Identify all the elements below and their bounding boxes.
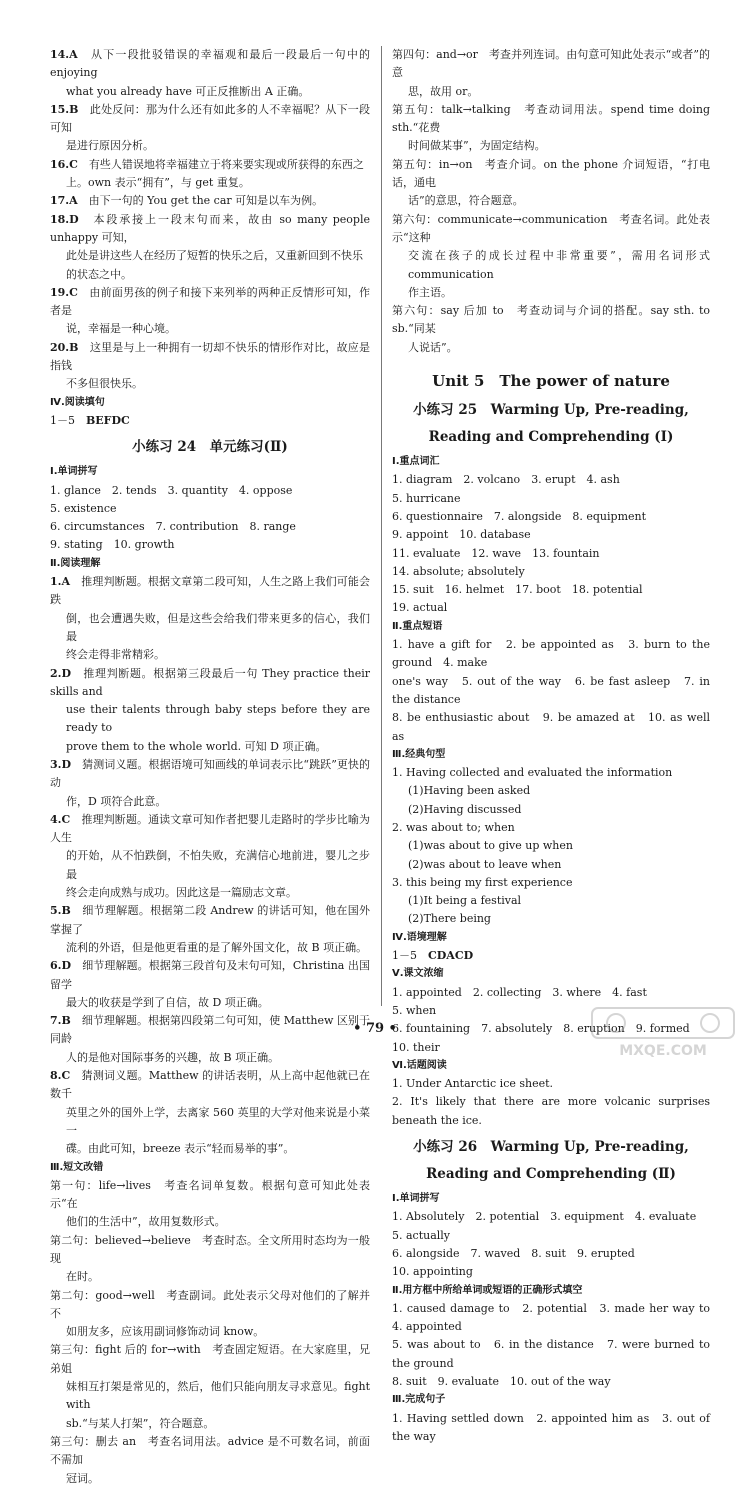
answer-text: 的开始，从不怕跌倒，不怕失败，充满信心地前进，婴儿之步最 [66,849,370,881]
answer-text: 最大的收获是学到了自信，故 D 项正确。 [66,995,269,1009]
answer-text: 猜测词义题。Matthew 的讲话表明，从上高中起他就已在数千 [50,1069,371,1101]
exercise-title: 小练习 26 Warming Up, Pre-reading, Reading and Comprehending (Ⅱ) [413,1139,689,1183]
pattern-line: (2)Having discussed [408,802,522,816]
answer-line: 1－5 CDACD [392,949,474,963]
answer-label: 8.C [50,1069,71,1083]
answer-line [50,156,370,174]
answer-line [50,1232,370,1269]
answer-line [392,339,710,357]
answers-14-20 [50,46,370,394]
answer-text: 的状态之中。 [66,267,132,281]
answer-item: 12. wave [471,546,522,560]
answer-item: 1. diagram [392,473,453,487]
answer-text: 思，故用 or。 [408,84,479,98]
answer-label: 7.B [50,1014,71,1028]
answer-line [392,192,710,210]
vocab-list [392,471,710,617]
left-column [50,46,370,1488]
answer-item: 7. absolutely [481,1022,553,1036]
reading-answers [50,573,370,1159]
answer-line [50,1323,370,1341]
answer-line [50,339,370,376]
answer-label: 第五句： [392,102,442,116]
answer-line [50,701,370,738]
answer-text: fight 后的 for→with 考查固定短语。在大家庭里，兄弟姐 [50,1343,371,1375]
answer-item: 13. fountain [532,546,600,560]
answer-line [392,284,710,302]
answer-line: 1－5 BEFDC [50,413,130,427]
answer-text: 终会走得非常精彩。 [66,648,165,662]
section-heading: Ⅰ.单词拼写 [392,1193,440,1205]
answer-text: 在时。 [66,1270,99,1284]
answer-label: 第四句： [392,48,437,61]
answer-line [50,939,370,957]
answer-line [50,375,370,393]
answer-item: 8. eruption [563,1022,625,1036]
answer-line [392,156,710,193]
answer-item: 9. appoint [392,528,449,542]
answer-label: 6.D [50,959,72,973]
answer-item: 8. equipment [572,509,647,523]
error-correction [50,1177,370,1488]
answer-item: 4. ash [586,473,620,487]
answer-text: 细节理解题。根据第四段第二句可知，使 Matthew 区别于同龄 [50,1014,370,1046]
answer-line [50,1104,370,1141]
answer-line [50,83,370,101]
answer-line [392,101,710,138]
unit-title: Unit 5 The power of nature [432,372,670,391]
answer-label: 第三句： [50,1343,96,1357]
answer-item: 6. questionnaire [392,509,483,523]
section-heading: Ⅰ.重点词汇 [392,456,440,468]
answer-line [50,137,370,155]
answer-text: sb.“与某人打架”，符合题意。 [66,1416,215,1430]
answer-label: 第二句： [50,1233,95,1247]
answer-item: 7. alongside [493,509,562,523]
answer-label: 17.A [50,194,78,208]
answer-label: 4.C [50,812,71,826]
answer-line [392,247,710,284]
topic-answer: 2. It's likely that there are more volcanic surprises beneath the ice. [392,1095,710,1127]
answer-text: 不多但很快乐。 [66,377,143,391]
answer-line [392,302,710,339]
answer-text: 人说话”。 [408,340,458,354]
answer-line [50,994,370,1012]
fill-list [392,1300,721,1391]
answer-line [50,1433,370,1470]
answer-line [50,884,370,902]
answer-line [392,137,710,155]
answer-item: 14. absolute; absolutely [392,564,525,578]
answer-line [50,1470,370,1488]
answer-text: 人的是他对国际事务的兴趣，故 B 项正确。 [66,1050,280,1064]
answer-text: 这里是与上一种拥有一切却不快乐的情形作对比，故应是指钱 [50,340,371,373]
answer-line [50,46,370,83]
answer-item: 16. helmet [444,583,505,597]
word-list [392,1208,710,1281]
answer-label: 20.B [50,340,79,354]
section-heading: Ⅲ.经典句型 [392,748,446,760]
answer-line [50,320,370,338]
answer-item: 17. boot [515,583,561,597]
pattern-line: (2)There being [408,912,491,926]
answer-line [50,573,370,610]
answer-item: 2. potential [475,1210,540,1224]
answer-text: 推理判断题。根据文章第二段可知，人生之路上我们可能会跌 [50,575,371,607]
answer-item: 5. when [392,1003,437,1017]
answer-item: 5. hurricane [392,491,461,505]
answer-line [50,211,370,248]
answer-text: talk→talking 考查动词用法。spend time doing sth.“花费 [392,102,711,135]
answer-text: 有些人错误地将幸福建立于将来要实现或所获得的东西之 [88,157,364,171]
answer-line [50,610,370,647]
answer-item: 6. alongside [392,1246,460,1260]
answer-text: what you already have 可正反推断出 A 正确。 [66,84,310,98]
answer-line [50,811,370,848]
answer-line [50,847,370,884]
exercise-title: 小练习 24 单元练习(Ⅱ) [132,439,288,456]
answer-text: 作主语。 [408,285,452,299]
answer-text: 话”的意思，符合题意。 [408,194,524,208]
answer-line [50,1177,370,1214]
answer-item: 4. fast [612,985,647,999]
answer-text: prove them to the whole world. 可知 D 项正确。 [66,739,327,753]
answer-line [50,957,370,994]
pattern-line: (1)was about to give up when [408,839,573,853]
answer-text: 交流在孩子的成长过程中非常重要”，需用名词形式 communication [408,249,710,281]
answer-label: 第五句： [392,157,439,171]
answer-item: 10. appointing [392,1265,473,1279]
answer-label: 第二句： [50,1288,96,1302]
answer-line: 8. suit 9. evaluate 10. out of the way [392,1375,611,1388]
answer-item: 2. collecting [472,985,542,999]
answer-line [50,174,370,192]
answer-item: 10. database [459,528,531,542]
section-heading: Ⅲ.短文改错 [50,1161,104,1173]
answer-line [50,1067,370,1104]
answer-text: use their talents through baby steps before they are ready to [66,703,370,735]
answer-text: 由下一句的 You get the car 可知是以车为例。 [88,194,324,208]
answer-text: 本段承接上一段末句而来，故由 so many people unhappy 可知， [50,212,370,244]
answer-row [392,581,710,618]
answer-text: 推理判断题。通读文章可知作者把婴儿走路时的学步比喻为人生 [50,812,371,845]
pattern-line: 3. this being my first experience [392,875,573,889]
answer-row [392,1208,710,1245]
answer-line: 1. have a gift for 2. be appointed as 3. burn to the ground 4. make [392,638,710,670]
answer-line [50,793,370,811]
answer-line [50,1049,370,1067]
answer-row [392,545,710,582]
answer-text: 此处反问：那为什么还有如此多的人不幸福呢？从下一段可知 [50,102,371,135]
word-row: 1. glance 2. tends 3. quantity 4. oppose 5. existence [50,483,293,515]
answer-line [50,756,370,793]
answer-line [392,211,710,248]
answer-text: 妹相互打架是常见的，然后，他们只能向朋友寻求意见。fight with [66,1380,370,1412]
answer-item: 3. where [552,985,602,999]
answer-line: 1. caused damage to 2. potential 3. made her way to 4. appointed [392,1301,721,1334]
answer-item: 1. Absolutely [392,1210,465,1224]
answer-item: 8. suit [531,1246,566,1260]
answer-item: 4. evaluate [634,1210,697,1224]
answer-item: 11. evaluate [392,546,461,560]
answer-text: 上。own 表示“拥有”，与 get 重复。 [66,176,250,190]
answer-line [50,646,370,664]
answer-label: 第三句： [50,1434,96,1448]
answer-text: 英里之外的国外上学，去离家 560 英里的大学对他来说是小菜一 [66,1105,370,1137]
section-heading: Ⅳ.阅读填句 [50,396,105,408]
answer-line [50,101,370,138]
answer-row [392,471,710,508]
answer-line [50,1140,370,1158]
answer-text: 猜测词义题。根据语境可知画线的单词表示比“跳跃”更快的动 [50,757,370,790]
answer-item: 3. equipment [550,1210,624,1224]
answer-line [50,1268,370,1286]
answer-item: 1. appointed [392,985,462,999]
answer-text: 冠词。 [66,1471,99,1485]
topic-answer: 1. Under Antarctic ice sheet. [392,1077,554,1091]
answer-label: 19.C [50,285,78,299]
answer-text: 流利的外语，但是他更看重的是了解外国文化，故 B 项正确。 [66,940,368,954]
answer-line [50,266,370,284]
phrase-list [392,636,710,746]
column-divider [381,46,382,1006]
answer-line [50,1213,370,1231]
answer-line [392,83,710,101]
answer-text: 从下一段批驳错误的幸福观和最后一段最后一句中的 enjoying [50,48,371,80]
answer-label: 18.D [50,212,79,226]
answer-text: 是进行原因分析。 [66,139,154,153]
answer-text: good→well 考查副词。此处表示父母对他们的了解并不 [50,1288,371,1320]
answer-item: 18. potential [571,583,643,597]
answer-item: 9. erupted [576,1246,635,1260]
section-heading: Ⅰ.单词拼写 [50,466,98,478]
answer-item: 3. erupt [531,473,576,487]
answer-label: 第一句： [50,1178,99,1192]
answer-line: 5. was about to 6. in the distance 7. were burned to the ground [392,1338,710,1370]
answer-text: 碟。由此可知，breeze 表示“轻而易举的事”。 [66,1142,295,1156]
answer-line [50,247,370,265]
answer-text: 他们的生活中”，故用复数形式。 [66,1215,226,1229]
answer-line [50,284,370,321]
answer-label: 3.D [50,757,72,771]
answer-line [392,46,710,83]
answer-item: 15. suit [392,583,434,597]
answer-text: 删去 an 考查名词用法。advice 是不可数名词，前面不需加 [50,1434,371,1467]
answer-line: 8. be enthusiastic about 9. be amazed at 10. as well as [392,711,710,743]
answer-text: 作，D 项符合此意。 [66,794,167,808]
watermark-text: MXQE.COM [619,1043,707,1059]
answer-item: 19. actual [392,601,448,615]
section-heading: Ⅵ.话题阅读 [392,1059,447,1071]
answer-text: 细节理解题。根据第二段 Andrew 的讲话可知，他在国外掌握了 [50,904,371,936]
word-row: 6. circumstances 7. contribution 8. range 9. stating 10. growth [50,520,296,552]
answer-text: 由前面男孩的例子和接下来列举的两种正反情形可知，作者是 [50,285,370,318]
answer-text: communicate→communication 考查名词。此处表示“这种 [392,212,710,244]
answer-label: 第六句： [392,304,441,318]
section-heading: Ⅱ.阅读理解 [50,557,101,569]
answer-text: in→on 考查介词。on the phone 介词短语，“打电话，通电 [392,157,711,190]
answer-line [50,1415,370,1433]
section-heading: Ⅱ.用方框中所给单词或短语的正确形式填空 [392,1284,583,1296]
answer-row [392,1245,710,1282]
answer-line [50,738,370,756]
answer-item: 7. waved [470,1246,521,1260]
answer-row [392,508,710,545]
answer-text: 倒，也会遭遇失败，但是这些会给我们带来更多的信心，我们最 [66,611,370,643]
watermark-logo-icon [588,1004,738,1060]
answer-line [50,665,370,702]
answer-text: 终会走向成熟与成功。因此这是一篇励志文章。 [66,886,297,900]
answer-text: life→lives 考查名词单复数。根据句意可知此处表示“在 [50,1178,370,1211]
section-heading: Ⅳ.语境理解 [392,931,447,943]
answer-item: 9. formed [635,1022,690,1036]
pattern-line: 2. was about to; when [392,820,515,834]
answer-label: 5.B [50,904,71,918]
answer-label: 第六句： [392,212,438,226]
pattern-line: (1)It being a festival [408,894,522,908]
answer-text: say 后加 to 考查动词与介词的搭配。say sth. to sb.“同某 [392,304,711,336]
answer-item: 2. volcano [463,473,521,487]
answer-line: one's way 5. out of the way 6. be fast asleep 7. in the distance [392,674,710,706]
answer-text: 时间做某事”，为固定结构。 [408,139,546,153]
pattern-line: (1)Having been asked [408,784,531,798]
answer-text: 推理判断题。根据第三段最后一句 They practice their skills and [50,666,370,698]
answer-label: 1.A [50,575,71,589]
answer-label: 16.C [50,157,78,171]
pattern-line: 1. Having collected and evaluated the information [392,766,673,780]
answer-text: 如朋友多，应该用副词修饰动词 know。 [66,1325,265,1339]
answer-label: 14.A [50,48,78,61]
answer-text: and→or 考查并列连词。由句意可知此处表示“或者”的意 [392,48,711,80]
answer-line [50,192,370,210]
answer-label: 15.B [50,102,79,116]
answer-text: 此处是讲这些人在经历了短暂的快乐之后，又重新回到不快乐 [66,249,363,263]
answer-text: believed→believe 考查时态。全文所用时态均为一般现 [50,1233,371,1265]
answer-line [50,1378,370,1415]
answer-text: 说，幸福是一种心境。 [66,322,176,336]
answer-item: 10. their [392,1040,440,1054]
answer-line [50,1341,370,1378]
answer-label: 2.D [50,666,72,680]
answer-item: 6. fountaining [392,1022,471,1036]
answer-text: 细节理解题。根据第三段首句及末句可知，Christina 出国留学 [50,959,370,991]
error-correction-cont [392,46,710,357]
section-heading: Ⅴ.课文浓缩 [392,968,444,980]
answer-item: 5. actually [392,1228,451,1242]
right-column [392,46,721,1446]
exercise-title: 小练习 25 Warming Up, Pre-reading, Reading and Comprehending (Ⅰ) [413,402,689,446]
answer-line [50,902,370,939]
complete-answer: 1. Having settled down 2. appointed him as 3. out of the way [392,1411,710,1443]
section-heading: Ⅱ.重点短语 [392,620,443,632]
section-heading: Ⅲ.完成句子 [392,1394,446,1406]
page-number: • 79 • [353,1021,397,1036]
pattern-line: (2)was about to leave when [408,857,562,871]
pattern-list [392,764,710,929]
answer-line [50,1287,370,1324]
